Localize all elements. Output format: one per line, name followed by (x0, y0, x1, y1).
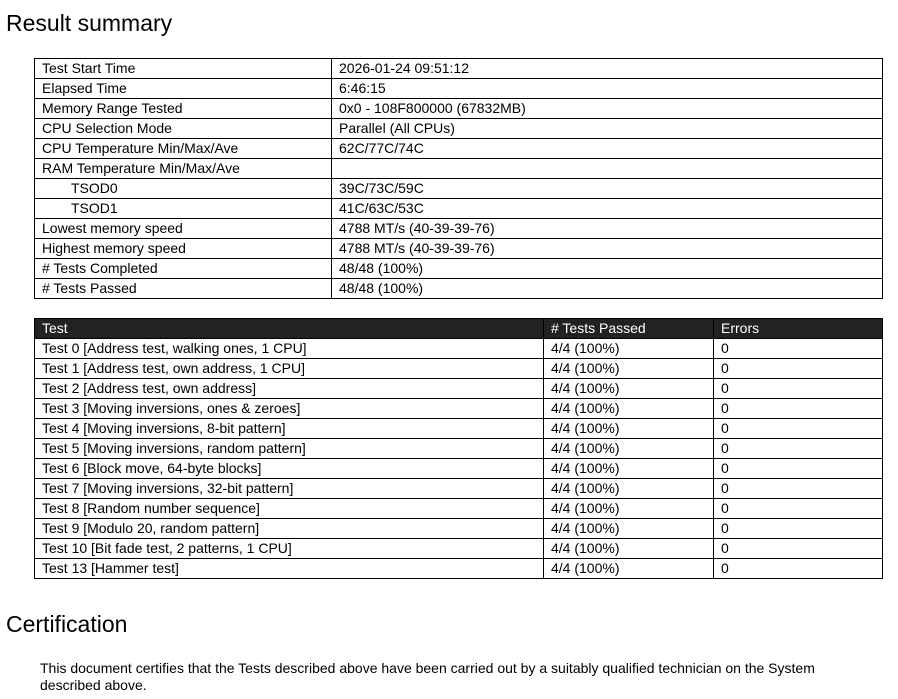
test-name-cell: Test 5 [Moving inversions, random pattern] (35, 439, 544, 459)
summary-value (332, 159, 883, 179)
summary-row (35, 99, 883, 119)
errors-cell: 0 (714, 539, 883, 559)
test-name-cell: Test 0 [Address test, walking ones, 1 CPU] (35, 339, 544, 359)
table-row (35, 399, 883, 419)
tests-passed-cell: 4/4 (100%) (544, 539, 714, 559)
errors-cell: 0 (714, 499, 883, 519)
tests-passed-cell: 4/4 (100%) (544, 359, 714, 379)
test-name-cell: Test 10 [Bit fade test, 2 patterns, 1 CPU] (35, 539, 544, 559)
summary-row (35, 199, 883, 219)
summary-value: 48/48 (100%) (332, 259, 883, 279)
errors-cell: 0 (714, 459, 883, 479)
summary-value: 2026-01-24 09:51:12 (332, 59, 883, 79)
tests-passed-cell: 4/4 (100%) (544, 379, 714, 399)
errors-cell: 0 (714, 359, 883, 379)
summary-value: 39C/73C/59C (332, 179, 883, 199)
summary-row (35, 139, 883, 159)
table-row (35, 439, 883, 459)
summary-row (35, 119, 883, 139)
summary-label: # Tests Passed (35, 279, 332, 299)
summary-label: Elapsed Time (35, 79, 332, 99)
summary-value: 6:46:15 (332, 79, 883, 99)
errors-cell: 0 (714, 559, 883, 579)
tests-header-row (35, 319, 883, 339)
result-summary-body (35, 59, 883, 299)
tests-passed-cell: 4/4 (100%) (544, 559, 714, 579)
errors-cell: 0 (714, 419, 883, 439)
tests-passed-cell: 4/4 (100%) (544, 419, 714, 439)
summary-label: CPU Selection Mode (35, 119, 332, 139)
summary-label: # Tests Completed (35, 259, 332, 279)
table-row (35, 479, 883, 499)
table-row (35, 559, 883, 579)
errors-cell: 0 (714, 479, 883, 499)
tests-passed-cell: 4/4 (100%) (544, 399, 714, 419)
summary-row (35, 179, 883, 199)
table-row (35, 359, 883, 379)
tests-passed-cell: 4/4 (100%) (544, 479, 714, 499)
tests-passed-cell: 4/4 (100%) (544, 339, 714, 359)
errors-cell: 0 (714, 519, 883, 539)
tests-passed-cell: 4/4 (100%) (544, 459, 714, 479)
summary-row (35, 259, 883, 279)
header-errors: Errors (714, 319, 883, 339)
test-name-cell: Test 3 [Moving inversions, ones & zeroes] (35, 399, 544, 419)
summary-label: Highest memory speed (35, 239, 332, 259)
certification-heading: Certification (6, 611, 128, 637)
tests-passed-cell: 4/4 (100%) (544, 519, 714, 539)
certification-text: This document certifies that the Tests described above have been carried out by a suitably qualified technician on the System described above. (40, 660, 815, 693)
test-name-cell: Test 13 [Hammer test] (35, 559, 544, 579)
test-name-cell: Test 9 [Modulo 20, random pattern] (35, 519, 544, 539)
table-row (35, 339, 883, 359)
table-row (35, 379, 883, 399)
table-row (35, 499, 883, 519)
errors-cell: 0 (714, 339, 883, 359)
summary-label: Lowest memory speed (35, 219, 332, 239)
tests-table (34, 318, 883, 579)
errors-cell: 0 (714, 399, 883, 419)
result-summary-table (34, 58, 883, 299)
summary-row (35, 59, 883, 79)
summary-row (35, 159, 883, 179)
tests-body (35, 339, 883, 579)
summary-row (35, 219, 883, 239)
table-row (35, 539, 883, 559)
summary-label: Memory Range Tested (35, 99, 332, 119)
summary-value: 4788 MT/s (40-39-39-76) (332, 219, 883, 239)
test-name-cell: Test 8 [Random number sequence] (35, 499, 544, 519)
header-test: Test (35, 319, 544, 339)
header-tests-passed: # Tests Passed (544, 319, 714, 339)
summary-value: 0x0 - 108F800000 (67832MB) (332, 99, 883, 119)
summary-label: TSOD0 (35, 179, 332, 199)
table-row (35, 519, 883, 539)
result-summary-heading: Result summary (6, 10, 173, 36)
summary-row (35, 79, 883, 99)
errors-cell: 0 (714, 439, 883, 459)
test-name-cell: Test 4 [Moving inversions, 8-bit pattern] (35, 419, 544, 439)
table-row (35, 419, 883, 439)
summary-value: 62C/77C/74C (332, 139, 883, 159)
summary-row (35, 279, 883, 299)
summary-row (35, 239, 883, 259)
table-row (35, 459, 883, 479)
summary-label: TSOD1 (35, 199, 332, 219)
summary-label: Test Start Time (35, 59, 332, 79)
tests-passed-cell: 4/4 (100%) (544, 499, 714, 519)
test-name-cell: Test 1 [Address test, own address, 1 CPU] (35, 359, 544, 379)
errors-cell: 0 (714, 379, 883, 399)
summary-value: Parallel (All CPUs) (332, 119, 883, 139)
summary-label: RAM Temperature Min/Max/Ave (35, 159, 332, 179)
summary-label: CPU Temperature Min/Max/Ave (35, 139, 332, 159)
test-name-cell: Test 6 [Block move, 64-byte blocks] (35, 459, 544, 479)
summary-value: 41C/63C/53C (332, 199, 883, 219)
test-name-cell: Test 2 [Address test, own address] (35, 379, 544, 399)
test-name-cell: Test 7 [Moving inversions, 32-bit pattern] (35, 479, 544, 499)
summary-value: 4788 MT/s (40-39-39-76) (332, 239, 883, 259)
tests-passed-cell: 4/4 (100%) (544, 439, 714, 459)
summary-value: 48/48 (100%) (332, 279, 883, 299)
